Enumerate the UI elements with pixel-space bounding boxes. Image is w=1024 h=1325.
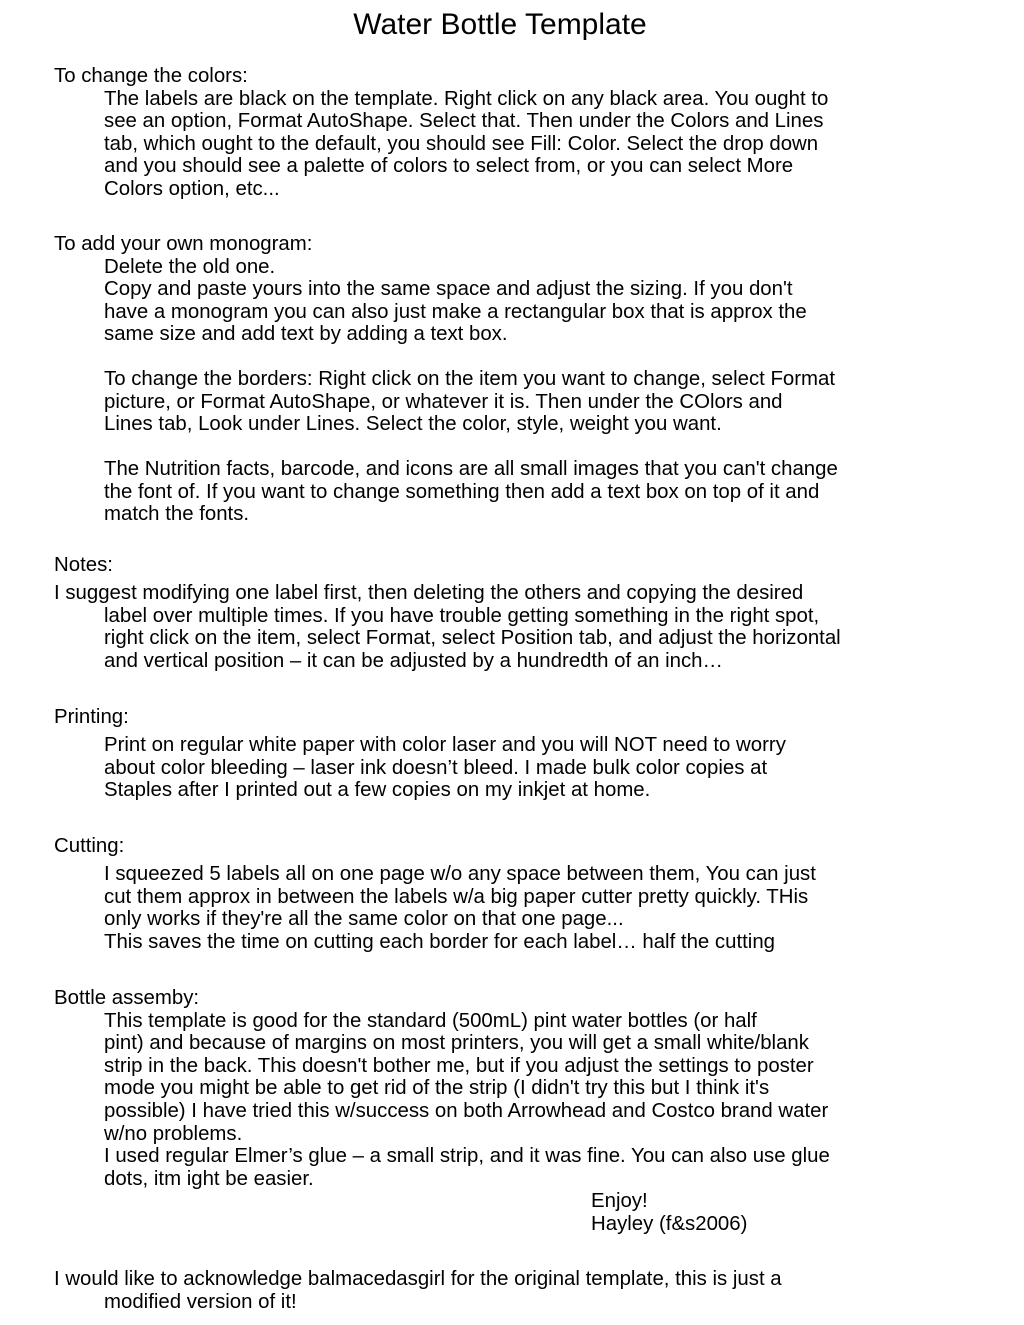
monogram-line: same size and add text by adding a text box. [104, 323, 508, 346]
colors-heading: To change the colors: [54, 65, 248, 87]
monogram-paragraph [104, 256, 807, 346]
assembly-heading: Bottle assemby: [54, 987, 200, 1009]
printing-heading: Printing: [54, 706, 129, 728]
notes-line: I suggest modifying one label first, then deleting the others and copying the desired [54, 582, 804, 604]
acknowledgement-line: modified version of it! [104, 1290, 297, 1313]
printing-paragraph [104, 734, 786, 802]
assembly-line: mode you might be able to get rid of the strip (I didn't try this but I think it's [104, 1077, 770, 1100]
assembly-line: pint) and because of margins on most printers, you will get a small white/blank [104, 1032, 809, 1055]
printing-line: Print on regular white paper with color laser and you will NOT need to worry [104, 734, 786, 756]
printing-line: Staples after I printed out a few copies on my inkjet at home. [104, 779, 651, 802]
notes-paragraph [54, 582, 841, 672]
nutrition-line: The Nutrition facts, barcode, and icons are all small images that you can't change [104, 458, 838, 480]
signoff-name: Hayley (f&s2006) [591, 1212, 748, 1235]
monogram-heading: To add your own monogram: [54, 233, 313, 255]
cutting-line: cut them approx in between the labels w/a big paper cutter pretty quickly. THis [104, 885, 809, 908]
borders-paragraph [104, 368, 835, 436]
assembly-line: strip in the back. This doesn't bother me, but if you adjust the settings to poster [104, 1054, 814, 1077]
assembly-line: This template is good for the standard (500mL) pint water bottles (or half [104, 1009, 757, 1032]
cutting-line: This saves the time on cutting each border for each label… half the cutting [104, 930, 775, 953]
cutting-line: only works if they're all the same color on that one page... [104, 908, 624, 931]
monogram-line: Copy and paste yours into the same space and adjust the sizing. If you don't [104, 278, 793, 301]
notes-line: label over multiple times. If you have trouble getting something in the right spot, [104, 604, 820, 627]
colors-paragraph [104, 88, 828, 201]
signoff-enjoy: Enjoy! [591, 1190, 648, 1212]
nutrition-line: the font of. If you want to change something then add a text box on top of it and [104, 480, 820, 503]
assembly-line: I used regular Elmer’s glue – a small strip, and it was fine. You can also use glue [104, 1145, 830, 1168]
colors-line: tab, which ought to the default, you should see Fill: Color. Select the drop down [104, 132, 819, 155]
borders-line: picture, or Format AutoShape, or whatever it is. Then under the COlors and [104, 390, 783, 413]
cutting-line: I squeezed 5 labels all on one page w/o any space between them, You can just [104, 863, 816, 885]
notes-line: and vertical position – it can be adjusted by a hundredth of an inch… [104, 649, 723, 672]
acknowledgement-line: I would like to acknowledge balmacedasgirl for the original template, this is just a [54, 1268, 782, 1290]
assembly-line: dots, itm ight be easier. [104, 1167, 314, 1190]
colors-line: see an option, Format AutoShape. Select that. Then under the Colors and Lines [104, 110, 824, 133]
monogram-line: have a monogram you can also just make a rectangular box that is approx the [104, 300, 807, 323]
notes-line: right click on the item, select Format, select Position tab, and adjust the horizontal [104, 627, 841, 650]
assembly-line: possible) I have tried this w/success on both Arrowhead and Costco brand water [104, 1099, 829, 1122]
borders-line: To change the borders: Right click on the item you want to change, select Format [104, 368, 836, 390]
cutting-paragraph [104, 863, 816, 953]
nutrition-paragraph [104, 458, 838, 526]
notes-heading: Notes: [54, 554, 113, 576]
colors-line: and you should see a palette of colors to select from, or you can select More [104, 155, 794, 178]
borders-line: Lines tab, Look under Lines. Select the color, style, weight you want. [104, 413, 722, 436]
colors-line: Colors option, etc... [104, 177, 280, 200]
page-title: Water Bottle Template [353, 8, 647, 41]
colors-line: The labels are black on the template. Right click on any black area. You ought to [104, 87, 829, 110]
cutting-heading: Cutting: [54, 835, 125, 857]
nutrition-line: match the fonts. [104, 503, 250, 526]
signoff [591, 1190, 747, 1235]
acknowledgement-paragraph [54, 1268, 782, 1313]
monogram-line: Delete the old one. [104, 255, 276, 278]
assembly-line: w/no problems. [104, 1122, 243, 1145]
printing-line: about color bleeding – laser ink doesn’t bleed. I made bulk color copies at [104, 756, 768, 779]
assembly-paragraph [104, 1010, 830, 1191]
